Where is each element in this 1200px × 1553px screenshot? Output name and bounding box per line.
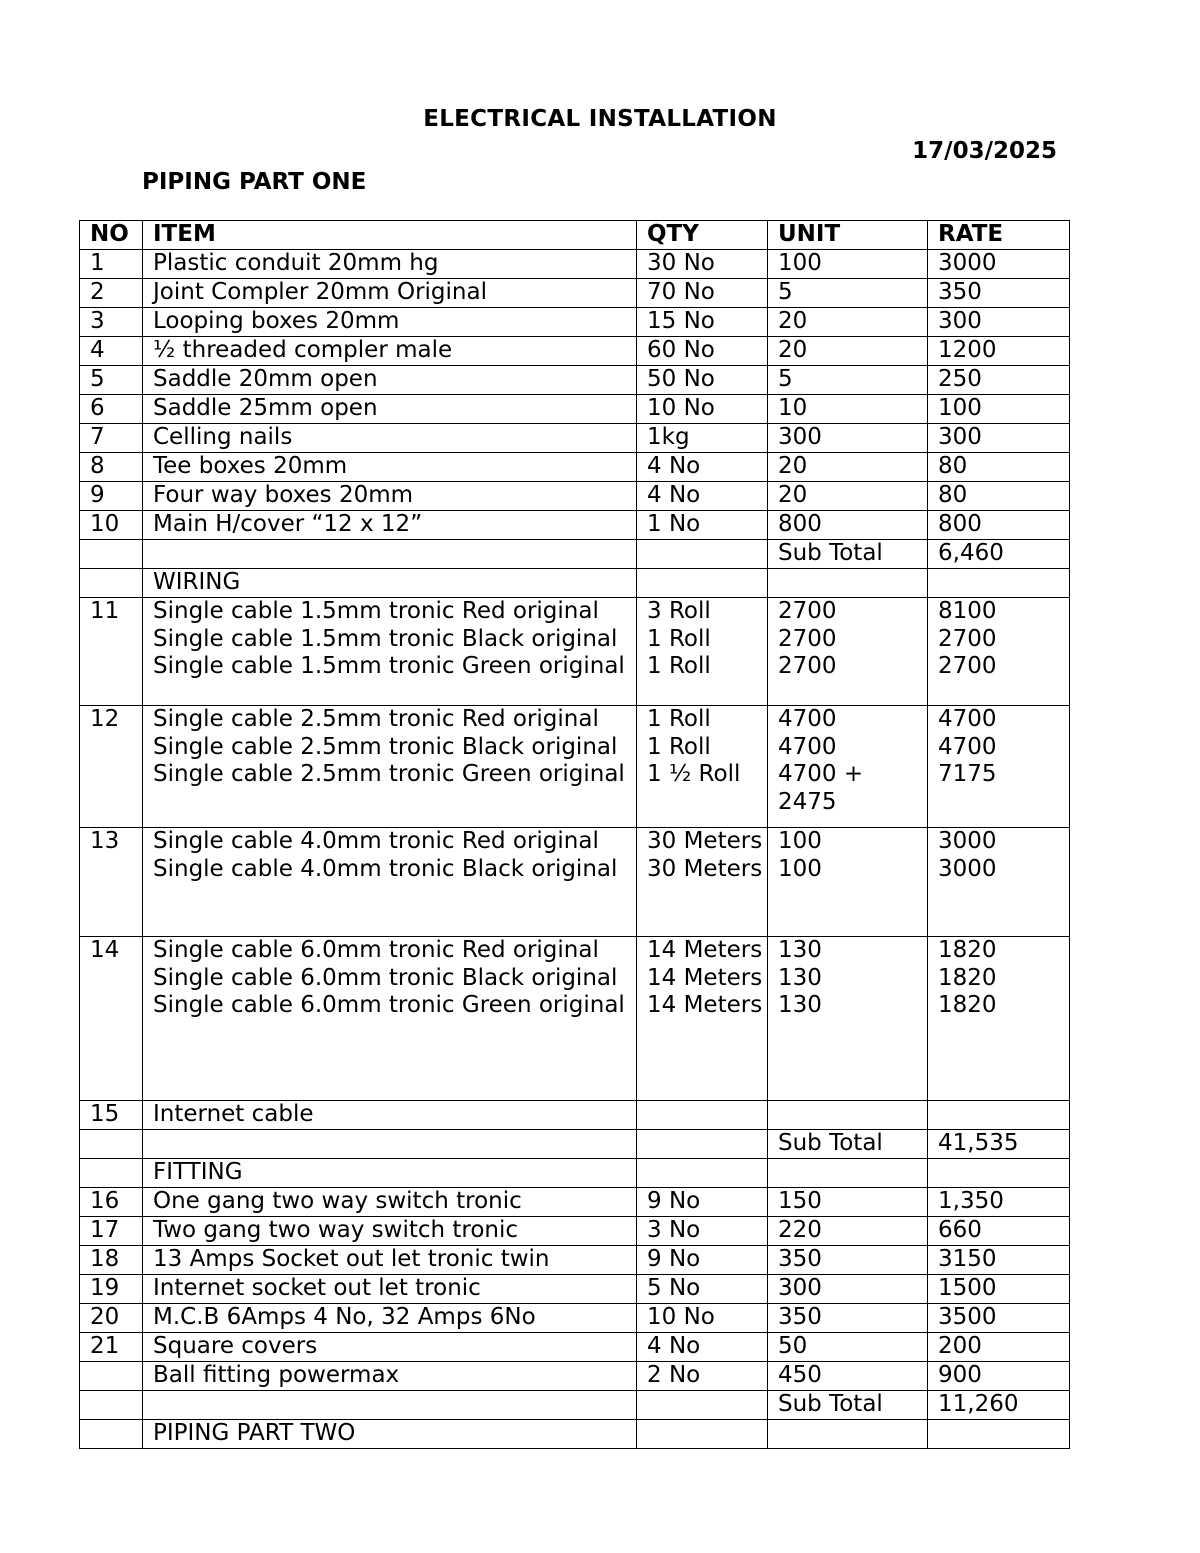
empty-cell bbox=[637, 569, 768, 598]
cell-qty: 9 No bbox=[637, 1246, 768, 1275]
rate-line: 8100 bbox=[938, 598, 997, 624]
unit-line: 4700 bbox=[778, 733, 837, 760]
qty-line: 1 Roll bbox=[647, 706, 711, 732]
cell-unit: 300 bbox=[768, 1275, 928, 1304]
cell-no: 15 bbox=[80, 1101, 143, 1130]
cell-item: Saddle 20mm open bbox=[143, 366, 637, 395]
subtotal-value: 41,535 bbox=[928, 1130, 1070, 1159]
subtotal-value: 6,460 bbox=[928, 540, 1070, 569]
rate-line: 7175 bbox=[938, 761, 997, 787]
unit-line: 4700 + 2475 bbox=[778, 761, 864, 815]
cell-item: M.C.B 6Amps 4 No, 32 Amps 6No bbox=[143, 1304, 637, 1333]
cell-unit: 20 bbox=[768, 308, 928, 337]
subtotal-label: Sub Total bbox=[768, 1391, 928, 1420]
empty-cell bbox=[80, 1130, 143, 1159]
empty-cell bbox=[768, 1420, 928, 1449]
rate-line: 1820 bbox=[938, 964, 997, 991]
rate-line: 1820 bbox=[938, 937, 997, 963]
cell-qty: 4 No bbox=[637, 1333, 768, 1362]
cell-qty: 10 No bbox=[637, 395, 768, 424]
cell-qty: 5 No bbox=[637, 1275, 768, 1304]
cell-item: Joint Compler 20mm Original bbox=[143, 279, 637, 308]
cell-unit bbox=[768, 598, 928, 706]
empty-cell bbox=[637, 540, 768, 569]
section-row bbox=[80, 1420, 1070, 1449]
empty-cell bbox=[768, 1101, 928, 1130]
cell-qty: 1 No bbox=[637, 511, 768, 540]
empty-cell bbox=[768, 569, 928, 598]
cell-qty: 3 No bbox=[637, 1217, 768, 1246]
qty-line: 1 ½ Roll bbox=[647, 761, 741, 787]
subtotal-row bbox=[80, 1130, 1070, 1159]
cell-item: Looping boxes 20mm bbox=[143, 308, 637, 337]
cell-rate: 900 bbox=[928, 1362, 1070, 1391]
cell-qty: 10 No bbox=[637, 1304, 768, 1333]
empty-cell bbox=[143, 540, 637, 569]
cell-item: Tee boxes 20mm bbox=[143, 453, 637, 482]
cell-item: Single cable 6.0mm tronic Red original Single cable 6.0mm tronic Black original Single cable 6.0mm tronic Green original bbox=[143, 937, 637, 1101]
cell-no: 14 bbox=[80, 937, 143, 1101]
table-row bbox=[80, 366, 1070, 395]
qty-line: 3 Roll bbox=[647, 598, 711, 624]
cell-no: 21 bbox=[80, 1333, 143, 1362]
cell-rate: 1500 bbox=[928, 1275, 1070, 1304]
cell-unit: 10 bbox=[768, 395, 928, 424]
cell-qty bbox=[637, 706, 768, 828]
cell-unit: 350 bbox=[768, 1304, 928, 1333]
cell-qty bbox=[637, 937, 768, 1101]
cell-qty: 60 No bbox=[637, 337, 768, 366]
cell-rate: 80 bbox=[928, 482, 1070, 511]
cell-unit: 50 bbox=[768, 1333, 928, 1362]
section-row bbox=[80, 569, 1070, 598]
empty-cell bbox=[768, 1159, 928, 1188]
cell-rate: 1200 bbox=[928, 337, 1070, 366]
section-title: PIPING PART ONE bbox=[142, 169, 367, 195]
cell-item: Internet socket out let tronic bbox=[143, 1275, 637, 1304]
section-heading-wiring: WIRING bbox=[143, 569, 637, 598]
rate-line: 1820 bbox=[938, 992, 997, 1018]
rate-line: 2700 bbox=[938, 653, 997, 679]
table-row bbox=[80, 1246, 1070, 1275]
cell-item: Four way boxes 20mm bbox=[143, 482, 637, 511]
table-row bbox=[80, 1101, 1070, 1130]
qty-line: 1 Roll bbox=[647, 653, 711, 679]
bill-of-quantities-table bbox=[79, 220, 1070, 1449]
cell-qty: 15 No bbox=[637, 308, 768, 337]
cell-rate: 350 bbox=[928, 279, 1070, 308]
qty-line: 14 Meters bbox=[647, 964, 763, 991]
empty-cell bbox=[637, 1130, 768, 1159]
cell-no: 16 bbox=[80, 1188, 143, 1217]
table-row bbox=[80, 1188, 1070, 1217]
unit-line: 2700 bbox=[778, 625, 837, 652]
qty-line: 30 Meters bbox=[647, 855, 763, 882]
cell-no: 11 bbox=[80, 598, 143, 706]
cell-no: 18 bbox=[80, 1246, 143, 1275]
cell-qty bbox=[637, 598, 768, 706]
cell-no: 2 bbox=[80, 279, 143, 308]
cell-rate bbox=[928, 828, 1070, 937]
empty-cell bbox=[80, 1159, 143, 1188]
rate-line: 3000 bbox=[938, 855, 997, 882]
cell-item: Plastic conduit 20mm hg bbox=[143, 250, 637, 279]
cell-rate: 3150 bbox=[928, 1246, 1070, 1275]
cell-item: 13 Amps Socket out let tronic twin bbox=[143, 1246, 637, 1275]
cell-rate bbox=[928, 937, 1070, 1101]
cell-no: 20 bbox=[80, 1304, 143, 1333]
qty-line: 30 Meters bbox=[647, 828, 763, 854]
section-heading-fitting: FITTING bbox=[143, 1159, 637, 1188]
table-row bbox=[80, 1362, 1070, 1391]
cell-unit: 5 bbox=[768, 366, 928, 395]
cell-rate: 200 bbox=[928, 1333, 1070, 1362]
table-row bbox=[80, 1275, 1070, 1304]
subtotal-value: 11,260 bbox=[928, 1391, 1070, 1420]
qty-line: 1 Roll bbox=[647, 733, 711, 760]
empty-cell bbox=[80, 1391, 143, 1420]
cell-unit: 100 bbox=[768, 250, 928, 279]
cell-unit bbox=[768, 706, 928, 828]
cell-unit: 450 bbox=[768, 1362, 928, 1391]
table-row bbox=[80, 395, 1070, 424]
cell-rate: 800 bbox=[928, 511, 1070, 540]
cell-unit: 20 bbox=[768, 453, 928, 482]
cell-rate: 300 bbox=[928, 424, 1070, 453]
table-row bbox=[80, 1217, 1070, 1246]
cell-no: 8 bbox=[80, 453, 143, 482]
cell-no: 9 bbox=[80, 482, 143, 511]
cell-qty: 70 No bbox=[637, 279, 768, 308]
table-row bbox=[80, 424, 1070, 453]
unit-line: 2700 bbox=[778, 598, 837, 624]
table-row bbox=[80, 828, 1070, 937]
cell-no: 17 bbox=[80, 1217, 143, 1246]
subtotal-row bbox=[80, 540, 1070, 569]
rate-line: 3000 bbox=[938, 828, 997, 854]
qty-line: 14 Meters bbox=[647, 992, 763, 1018]
table-row bbox=[80, 279, 1070, 308]
cell-no: 12 bbox=[80, 706, 143, 828]
cell-no: 1 bbox=[80, 250, 143, 279]
cell-rate: 1,350 bbox=[928, 1188, 1070, 1217]
rate-line: 4700 bbox=[938, 706, 997, 732]
table-row bbox=[80, 1304, 1070, 1333]
cell-item: Square covers bbox=[143, 1333, 637, 1362]
section-row bbox=[80, 1159, 1070, 1188]
cell-unit: 300 bbox=[768, 424, 928, 453]
table-row bbox=[80, 453, 1070, 482]
subtotal-label: Sub Total bbox=[768, 540, 928, 569]
header-rate: RATE bbox=[928, 221, 1070, 250]
cell-qty: 2 No bbox=[637, 1362, 768, 1391]
cell-qty: 4 No bbox=[637, 453, 768, 482]
cell-unit: 150 bbox=[768, 1188, 928, 1217]
cell-no bbox=[80, 1362, 143, 1391]
cell-item: Ball fitting powermax bbox=[143, 1362, 637, 1391]
cell-unit: 20 bbox=[768, 482, 928, 511]
cell-rate: 300 bbox=[928, 308, 1070, 337]
cell-unit: 5 bbox=[768, 279, 928, 308]
subtotal-label: Sub Total bbox=[768, 1130, 928, 1159]
table-row bbox=[80, 1333, 1070, 1362]
table-row bbox=[80, 482, 1070, 511]
table-row bbox=[80, 706, 1070, 828]
table-row bbox=[80, 250, 1070, 279]
unit-line: 100 bbox=[778, 828, 822, 854]
rate-line: 2700 bbox=[938, 625, 997, 652]
cell-no: 6 bbox=[80, 395, 143, 424]
cell-unit bbox=[768, 937, 928, 1101]
cell-unit: 220 bbox=[768, 1217, 928, 1246]
cell-item: Single cable 4.0mm tronic Red original Single cable 4.0mm tronic Black original bbox=[143, 828, 637, 937]
document-title: ELECTRICAL INSTALLATION bbox=[423, 106, 777, 132]
empty-cell bbox=[637, 1101, 768, 1130]
cell-rate bbox=[928, 598, 1070, 706]
empty-cell bbox=[80, 569, 143, 598]
qty-line: 14 Meters bbox=[647, 937, 763, 963]
cell-item: Saddle 25mm open bbox=[143, 395, 637, 424]
header-item: ITEM bbox=[143, 221, 637, 250]
cell-unit: 350 bbox=[768, 1246, 928, 1275]
cell-item: Internet cable bbox=[143, 1101, 637, 1130]
empty-cell bbox=[928, 1420, 1070, 1449]
cell-rate: 80 bbox=[928, 453, 1070, 482]
cell-item: Celling nails bbox=[143, 424, 637, 453]
cell-unit: 20 bbox=[768, 337, 928, 366]
table-row bbox=[80, 308, 1070, 337]
empty-cell bbox=[928, 1101, 1070, 1130]
cell-no: 7 bbox=[80, 424, 143, 453]
table-row bbox=[80, 937, 1070, 1101]
cell-no: 3 bbox=[80, 308, 143, 337]
section-heading-piping-two: PIPING PART TWO bbox=[143, 1420, 637, 1449]
cell-item: Single cable 2.5mm tronic Red original Single cable 2.5mm tronic Black original Single cable 2.5mm tronic Green original bbox=[143, 706, 637, 828]
cell-qty: 1kg bbox=[637, 424, 768, 453]
empty-cell bbox=[637, 1420, 768, 1449]
table-row bbox=[80, 511, 1070, 540]
unit-line: 4700 bbox=[778, 706, 837, 732]
cell-qty: 30 No bbox=[637, 250, 768, 279]
document-date: 17/03/2025 bbox=[912, 138, 1057, 164]
header-unit: UNIT bbox=[768, 221, 928, 250]
empty-cell bbox=[637, 1391, 768, 1420]
empty-cell bbox=[80, 540, 143, 569]
cell-qty: 4 No bbox=[637, 482, 768, 511]
cell-unit bbox=[768, 828, 928, 937]
cell-item: ½ threaded compler male bbox=[143, 337, 637, 366]
cell-item: One gang two way switch tronic bbox=[143, 1188, 637, 1217]
cell-item: Single cable 1.5mm tronic Red original Single cable 1.5mm tronic Black original Single cable 1.5mm tronic Green original bbox=[143, 598, 637, 706]
unit-line: 130 bbox=[778, 964, 822, 991]
table-row bbox=[80, 337, 1070, 366]
cell-no: 19 bbox=[80, 1275, 143, 1304]
cell-rate: 3500 bbox=[928, 1304, 1070, 1333]
qty-line: 1 Roll bbox=[647, 625, 711, 652]
header-no: NO bbox=[80, 221, 143, 250]
cell-no: 13 bbox=[80, 828, 143, 937]
unit-line: 130 bbox=[778, 937, 822, 963]
empty-cell bbox=[143, 1391, 637, 1420]
rate-line: 4700 bbox=[938, 733, 997, 760]
unit-line: 130 bbox=[778, 992, 822, 1018]
cell-rate: 250 bbox=[928, 366, 1070, 395]
cell-item: Main H/cover “12 x 12” bbox=[143, 511, 637, 540]
cell-rate: 100 bbox=[928, 395, 1070, 424]
empty-cell bbox=[80, 1420, 143, 1449]
cell-no: 10 bbox=[80, 511, 143, 540]
subtotal-row bbox=[80, 1391, 1070, 1420]
cell-rate: 660 bbox=[928, 1217, 1070, 1246]
table-row bbox=[80, 598, 1070, 706]
cell-unit: 800 bbox=[768, 511, 928, 540]
cell-rate bbox=[928, 706, 1070, 828]
cell-item: Two gang two way switch tronic bbox=[143, 1217, 637, 1246]
cell-qty: 9 No bbox=[637, 1188, 768, 1217]
cell-rate: 3000 bbox=[928, 250, 1070, 279]
empty-cell bbox=[928, 569, 1070, 598]
cell-no: 4 bbox=[80, 337, 143, 366]
header-qty: QTY bbox=[637, 221, 768, 250]
empty-cell bbox=[143, 1130, 637, 1159]
cell-qty: 50 No bbox=[637, 366, 768, 395]
cell-no: 5 bbox=[80, 366, 143, 395]
empty-cell bbox=[637, 1159, 768, 1188]
empty-cell bbox=[928, 1159, 1070, 1188]
unit-line: 100 bbox=[778, 855, 822, 882]
unit-line: 2700 bbox=[778, 653, 837, 679]
cell-qty bbox=[637, 828, 768, 937]
table-header-row bbox=[80, 221, 1070, 250]
